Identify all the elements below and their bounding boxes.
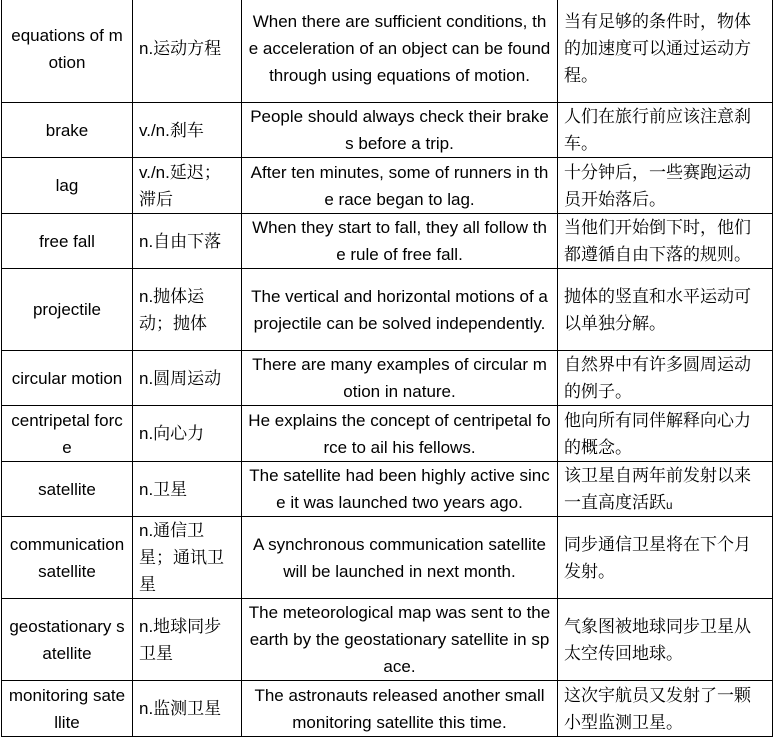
table-row: [2, 406, 773, 462]
part-of-speech-cell: n.自由下落: [133, 214, 242, 269]
english-example-cell: The satellite had been highly active since it was launched two years ago.: [242, 462, 558, 517]
term-cell: circular motion: [2, 351, 133, 406]
term-cell: geostationary satellite: [2, 599, 133, 681]
part-of-speech-cell: n.运动方程: [133, 0, 242, 103]
term-cell: satellite: [2, 462, 133, 517]
table-row: [2, 462, 773, 517]
chinese-example-cell: 同步通信卫星将在下个月发射。: [558, 517, 773, 599]
chinese-example-cell: 抛体的竖直和水平运动可以单独分解。: [558, 269, 773, 351]
english-example-cell: After ten minutes, some of runners in the race began to lag.: [242, 158, 558, 214]
table-row: [2, 158, 773, 214]
part-of-speech-cell: n.通信卫星；通讯卫星: [133, 517, 242, 599]
vocabulary-table-body: [2, 0, 773, 737]
english-example-cell: The astronauts released another small monitoring satellite this time.: [242, 681, 558, 737]
english-example-cell: There are many examples of circular motion in nature.: [242, 351, 558, 406]
chinese-example-cell: 该卫星自两年前发射以来一直高度活跃ᵤ: [558, 462, 773, 517]
table-row: [2, 351, 773, 406]
chinese-example-cell: 当他们开始倒下时，他们都遵循自由下落的规则。: [558, 214, 773, 269]
chinese-example-cell: 十分钟后，一些赛跑运动员开始落后。: [558, 158, 773, 214]
term-cell: equations of motion: [2, 0, 133, 103]
table-row: [2, 517, 773, 599]
english-example-cell: A synchronous communication satellite will be launched in next month.: [242, 517, 558, 599]
english-example-cell: When there are sufficient conditions, the acceleration of an object can be found through using equations of motion.: [242, 0, 558, 103]
part-of-speech-cell: n.地球同步卫星: [133, 599, 242, 681]
table-row: [2, 0, 773, 103]
part-of-speech-cell: n.抛体运动；抛体: [133, 269, 242, 351]
english-example-cell: He explains the concept of centripetal force to ail his fellows.: [242, 406, 558, 462]
term-cell: centripetal force: [2, 406, 133, 462]
part-of-speech-cell: n.向心力: [133, 406, 242, 462]
term-cell: lag: [2, 158, 133, 214]
english-example-cell: When they start to fall, they all follow the rule of free fall.: [242, 214, 558, 269]
chinese-example-cell: 他向所有同伴解释向心力的概念。: [558, 406, 773, 462]
chinese-example-cell: 人们在旅行前应该注意刹车。: [558, 103, 773, 158]
english-example-cell: The vertical and horizontal motions of a projectile can be solved independently.: [242, 269, 558, 351]
chinese-example-cell: 气象图被地球同步卫星从太空传回地球。: [558, 599, 773, 681]
table-row: [2, 681, 773, 737]
table-row: [2, 103, 773, 158]
term-cell: free fall: [2, 214, 133, 269]
table-row: [2, 599, 773, 681]
part-of-speech-cell: n.监测卫星: [133, 681, 242, 737]
term-cell: brake: [2, 103, 133, 158]
part-of-speech-cell: n.圆周运动: [133, 351, 242, 406]
chinese-example-cell: 自然界中有许多圆周运动的例子。: [558, 351, 773, 406]
chinese-example-cell: 这次宇航员又发射了一颗小型监测卫星。: [558, 681, 773, 737]
term-cell: monitoring satellite: [2, 681, 133, 737]
part-of-speech-cell: v./n.刹车: [133, 103, 242, 158]
table-row: [2, 214, 773, 269]
english-example-cell: People should always check their brakes before a trip.: [242, 103, 558, 158]
part-of-speech-cell: v./n.延迟；滞后: [133, 158, 242, 214]
chinese-example-cell: 当有足够的条件时，物体的加速度可以通过运动方程。: [558, 0, 773, 103]
vocabulary-table: [1, 0, 773, 737]
part-of-speech-cell: n.卫星: [133, 462, 242, 517]
english-example-cell: The meteorological map was sent to the earth by the geostationary satellite in space.: [242, 599, 558, 681]
term-cell: projectile: [2, 269, 133, 351]
table-row: [2, 269, 773, 351]
term-cell: communication satellite: [2, 517, 133, 599]
